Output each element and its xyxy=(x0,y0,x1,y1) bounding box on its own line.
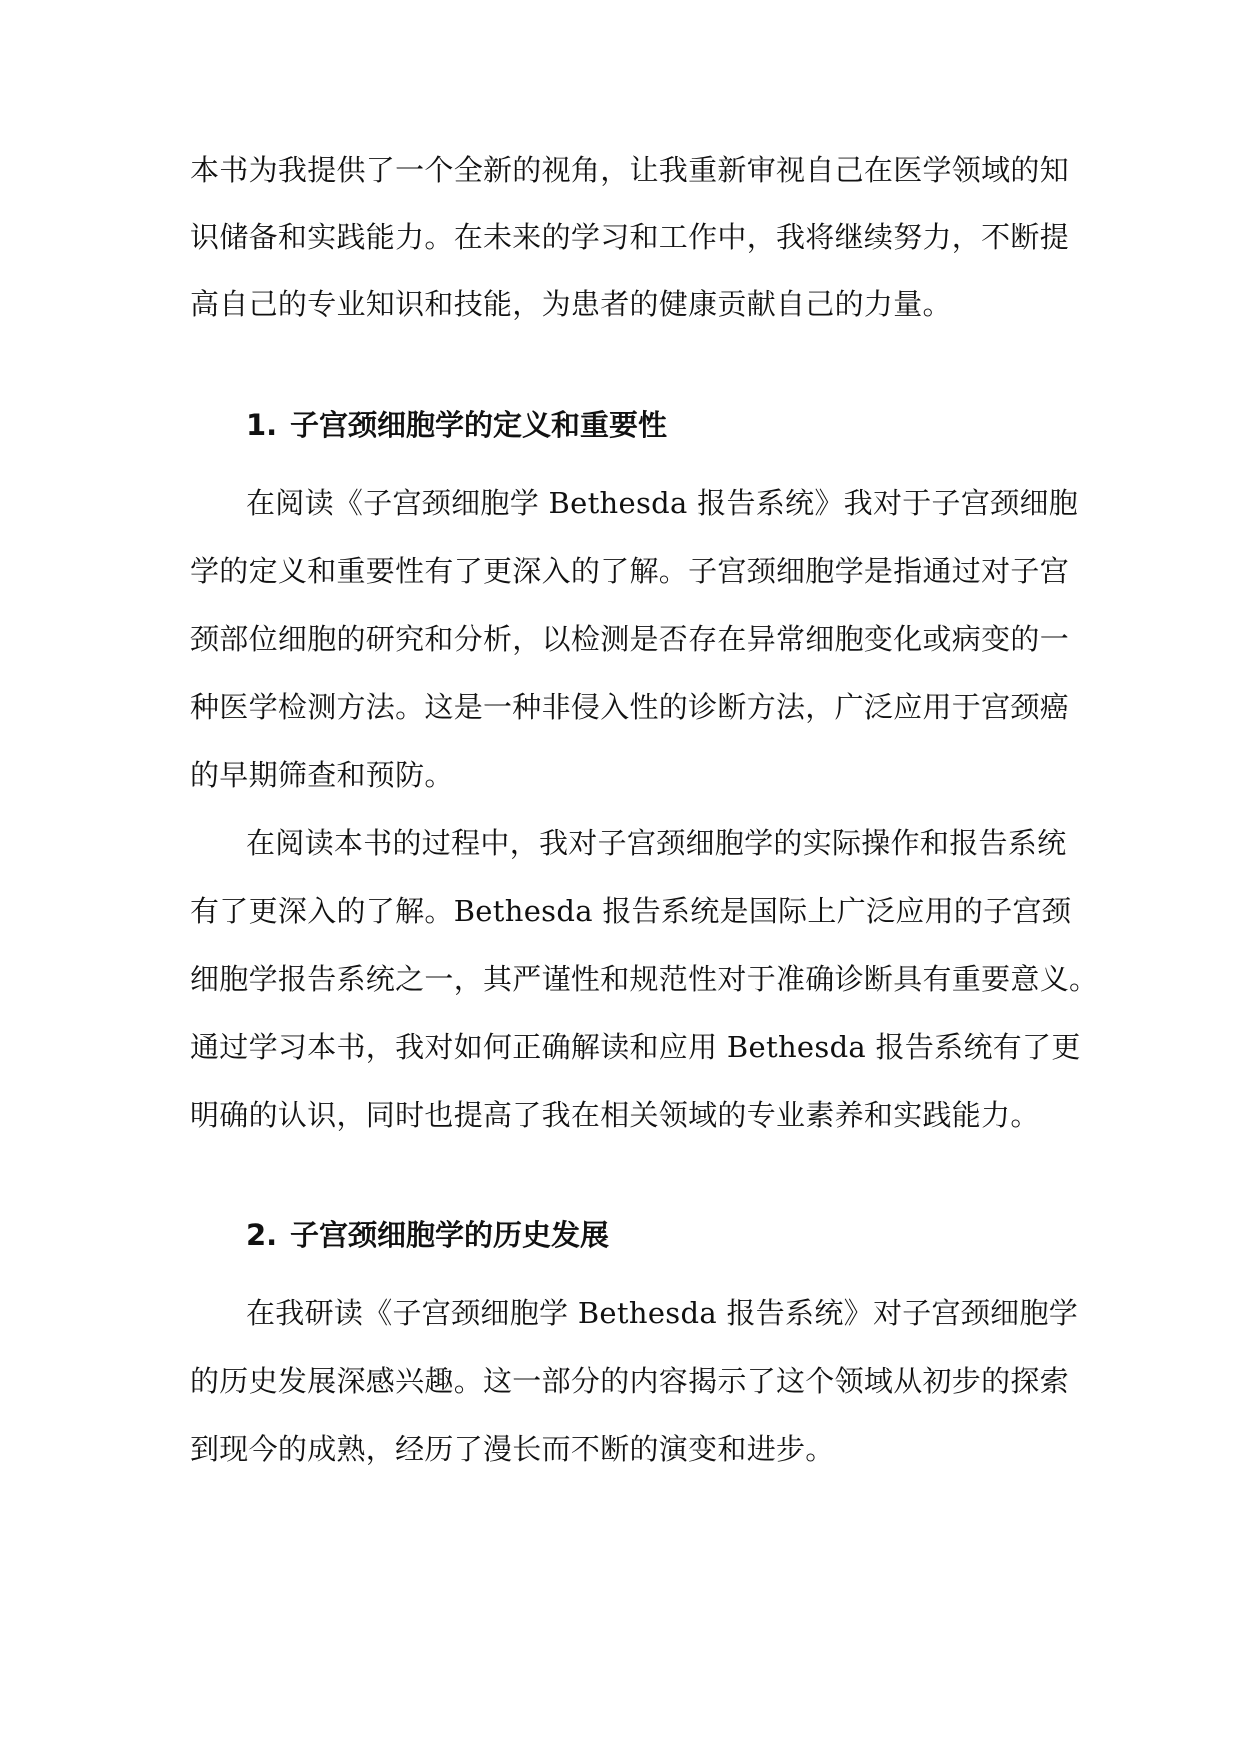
section-2-number: 2. xyxy=(246,1218,278,1252)
s1-p1-line-5: 的早期筛查和预防。 xyxy=(190,758,454,792)
intro-line-2: 识储备和实践能力。在未来的学习和工作中，我将继续努力，不断提 xyxy=(190,220,1070,254)
section-2-title: 子宫颈细胞学的历史发展 xyxy=(290,1218,610,1252)
intro-line-3: 高自己的专业知识和技能，为患者的健康贡献自己的力量。 xyxy=(190,287,952,321)
s1-p2-line-5: 明确的认识，同时也提高了我在相关领域的专业素养和实践能力。 xyxy=(190,1098,1040,1132)
intro-line-1: 本书为我提供了一个全新的视角，让我重新审视自己在医学领域的知 xyxy=(190,153,1070,187)
section-1-heading xyxy=(246,405,667,445)
s1-p2-line-3: 细胞学报告系统之一，其严谨性和规范性对于准确诊断具有重要意义。 xyxy=(190,962,1099,996)
s1-p2-line-2: 有了更深入的了解。Bethesda 报告系统是国际上广泛应用的子宫颈 xyxy=(190,894,1072,928)
s1-p2-line-4: 通过学习本书，我对如何正确解读和应用 Bethesda 报告系统有了更 xyxy=(190,1030,1081,1064)
section-1-number: 1. xyxy=(246,408,278,442)
s1-p2-line-1: 在阅读本书的过程中，我对子宫颈细胞学的实际操作和报告系统 xyxy=(246,826,1067,860)
s2-p1-line-3: 到现今的成熟，经历了漫长而不断的演变和进步。 xyxy=(190,1432,835,1466)
s1-p1-line-4: 种医学检测方法。这是一种非侵入性的诊断方法，广泛应用于宫颈癌 xyxy=(190,690,1070,724)
section-2-heading xyxy=(246,1215,609,1255)
section-1-title: 子宫颈细胞学的定义和重要性 xyxy=(290,408,668,442)
s1-p1-line-3: 颈部位细胞的研究和分析，以检测是否存在异常细胞变化或病变的一 xyxy=(190,622,1070,656)
s1-p1-line-1: 在阅读《子宫颈细胞学 Bethesda 报告系统》我对于子宫颈细胞 xyxy=(246,486,1079,520)
s1-p1-line-2: 学的定义和重要性有了更深入的了解。子宫颈细胞学是指通过对子宫 xyxy=(190,554,1070,588)
s2-p1-line-1: 在我研读《子宫颈细胞学 Bethesda 报告系统》对子宫颈细胞学 xyxy=(246,1296,1079,1330)
s2-p1-line-2: 的历史发展深感兴趣。这一部分的内容揭示了这个领域从初步的探索 xyxy=(190,1364,1070,1398)
